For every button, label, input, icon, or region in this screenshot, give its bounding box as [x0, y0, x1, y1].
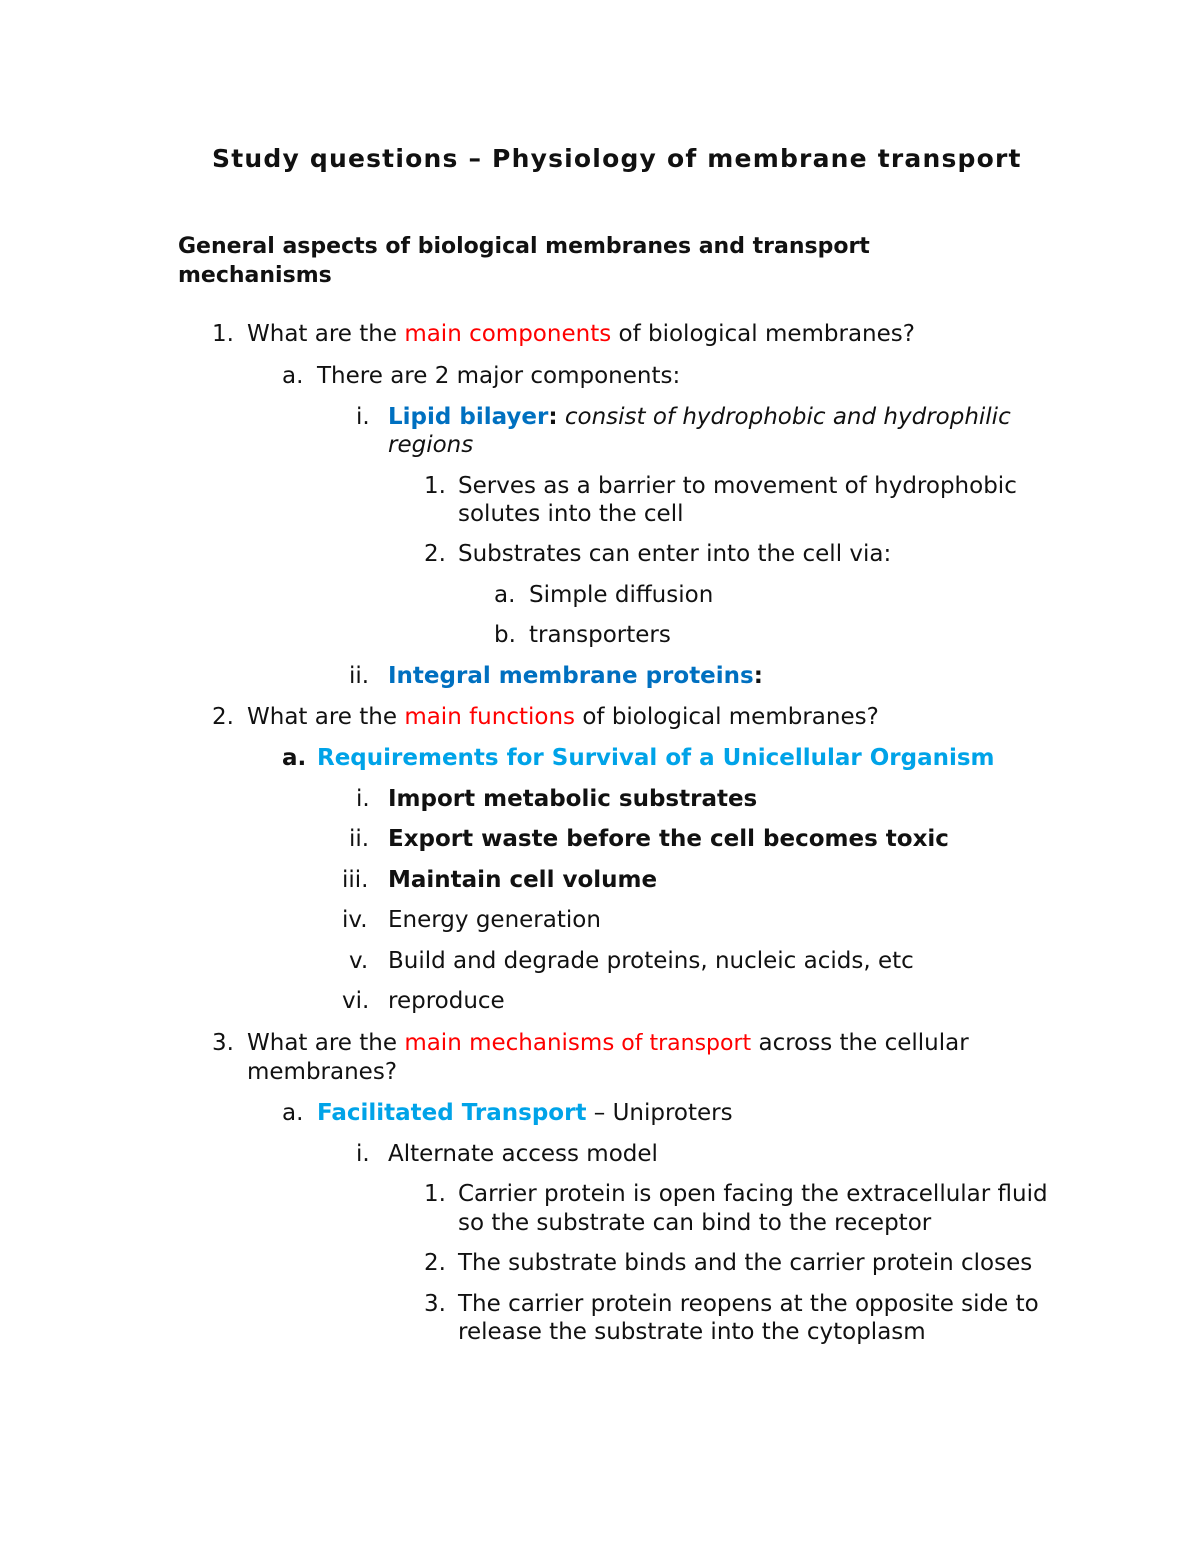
list-item-cont: release the substrate into the cytoplasm	[458, 1319, 926, 1345]
list-item: Energy generation	[388, 907, 601, 933]
highlight-text: main mechanisms	[404, 1030, 615, 1056]
list-item: The substrate binds and the carrier protein closes	[458, 1250, 1033, 1276]
list-marker: vi.	[342, 988, 370, 1014]
list-item: transporters	[529, 622, 671, 648]
list-marker: a.	[282, 745, 307, 771]
list-item-cont: solutes into the cell	[458, 501, 684, 527]
list-item: The carrier protein reopens at the opposite side to	[458, 1291, 1039, 1317]
question-text: of biological membranes?	[611, 321, 915, 347]
list-marker: 1.	[424, 1181, 446, 1207]
list-item-text: – Uniproters	[586, 1100, 733, 1126]
highlight-text: of transport	[614, 1031, 752, 1056]
question-3-cont: membranes?	[247, 1059, 398, 1085]
question-text: across the cellular	[751, 1030, 969, 1056]
term-label: Facilitated Transport	[317, 1100, 587, 1126]
list-item: Build and degrade proteins, nucleic acids, etc	[388, 948, 914, 974]
term-description-cont: regions	[388, 432, 474, 458]
section-heading: General aspects of biological membranes and transport	[178, 234, 870, 259]
list-item: Maintain cell volume	[388, 867, 658, 893]
list-marker: a.	[494, 582, 516, 608]
list-marker: 1.	[424, 473, 446, 499]
list-marker: ii.	[349, 663, 370, 689]
list-item: Import metabolic substrates	[388, 786, 758, 812]
list-marker: 3.	[212, 1030, 234, 1056]
highlight-text: main functions	[404, 704, 576, 730]
list-marker: a.	[282, 1100, 304, 1126]
list-item	[388, 403, 1011, 431]
subheading: Requirements for Survival of a Unicellular Organism	[317, 745, 995, 771]
question-text: of biological membranes?	[575, 704, 879, 730]
list-marker: i.	[356, 786, 370, 812]
list-item-cont: so the substrate can bind to the receptor	[458, 1210, 932, 1236]
list-item: Simple diffusion	[529, 582, 714, 608]
list-marker: b.	[494, 622, 516, 648]
list-item	[388, 662, 763, 690]
section-heading-cont: mechanisms	[178, 263, 332, 288]
question-2	[247, 703, 879, 731]
term-label: Lipid bilayer	[388, 404, 549, 430]
highlight-text: main components	[404, 321, 612, 347]
list-marker: 2.	[424, 541, 446, 567]
list-marker: 3.	[424, 1291, 446, 1317]
list-marker: ii.	[349, 826, 370, 852]
colon: :	[753, 663, 763, 689]
list-item	[317, 1099, 733, 1127]
list-item: Alternate access model	[388, 1141, 658, 1167]
question-3	[247, 1029, 969, 1058]
list-marker: v.	[349, 948, 369, 974]
list-marker: i.	[356, 1141, 370, 1167]
list-item: reproduce	[388, 988, 505, 1014]
list-item: Serves as a barrier to movement of hydrophobic	[458, 473, 1017, 499]
question-text: What are the	[247, 321, 405, 347]
list-marker: 1.	[212, 321, 234, 347]
list-marker: i.	[356, 404, 370, 430]
term-description: consist of hydrophobic and hydrophilic	[557, 404, 1011, 430]
list-item: Export waste before the cell becomes toxic	[388, 826, 949, 852]
question-1	[247, 320, 915, 348]
term-label: Integral membrane proteins	[388, 663, 754, 689]
list-marker: iv.	[342, 907, 368, 933]
page-title: Study questions – Physiology of membrane transport	[212, 144, 1022, 173]
list-marker: 2.	[212, 704, 234, 730]
list-item: Carrier protein is open facing the extracellular fluid	[458, 1181, 1048, 1207]
list-item: Substrates can enter into the cell via:	[458, 541, 892, 567]
question-text: What are the	[247, 1030, 405, 1056]
colon: :	[548, 404, 558, 430]
question-text: What are the	[247, 704, 405, 730]
list-marker: 2.	[424, 1250, 446, 1276]
list-marker: iii.	[342, 867, 369, 893]
list-marker: a.	[282, 363, 304, 389]
list-item: There are 2 major components:	[317, 363, 681, 389]
